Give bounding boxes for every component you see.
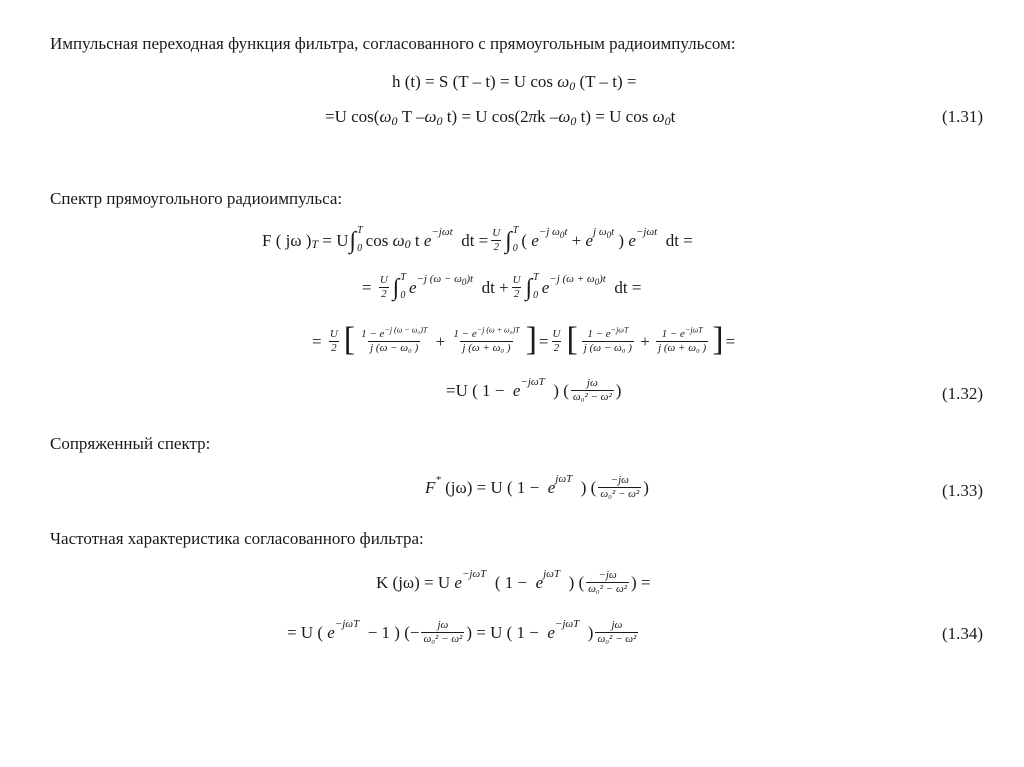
equation-number-1-31: (1.31) [942,107,984,126]
equation-1-32-line-2: = $\frac{U}{2}$ ∫ T 0 e −j $(\omega - \omega_0)t$ dt + $\frac{U}{2}$ ∫ T 0 e −j $(\omega + \omega_0)t$ dt = [362,272,642,301]
equation-1-34-line-2: = U ( e −jωT − 1 ) (− $\frac{j\omega}{\text{ω₀² − ω²}}$ ) = U ( 1 − e −jωT ) $\frac{j\omega}{\text{ω₀² − ω²}}$ [287,618,637,645]
heading-spectrum: Спектр прямоугольного радиоимпульса: [50,189,343,208]
equation-1-31-line-1: h (t) = S (T – t) = U cos ω 0 (T – t) = [392,72,637,93]
equation-1-32-line-1: F ( jω ) T = U ∫ T 0 cos ω 0 t e −jωt dt = $\frac{U}{2}$ ∫ T 0 ( e −j $\omega_0t$ + e j $\omega_0t$ ) e −jωt dt = [262,225,693,254]
equation-number-1-33: (1.33) [942,481,984,500]
equation-1-32-line-3: = $\frac{U}{2}$ [ $\frac{1 - e^{-j (\omega - \omega_0)T}}{\text{j (ω − ω₀ )}}$ + $\frac{1 - e^{-j (\omega + \omega_0)T}}{\text{j (ω + ω₀ )}}$ ] = $\frac{U}{2}$ [ $\frac{1 - e^{-j\omega T}}{\text{j (ω − ω₀ )}}$ + $\frac{1 - e^{-j\omega T}}{\text{j (ω + ω₀ )}}$ ] = [312,321,736,358]
equation-1-32-line-4: =U ( 1 − e −jωT ) ( $\frac{j\omega}{\text{ω₀² − ω²}}$ ) [446,376,622,403]
equation-number-1-32: (1.32) [942,384,984,403]
equation-number-1-34: (1.34) [942,624,984,643]
equation-1-31-line-2: =U cos( ω 0 T – ω 0 t) = U cos(2 π k – ω 0 t) = U cos ω 0 t [325,107,676,128]
heading-conjugate-spectrum: Сопряженный спектр: [50,434,211,453]
heading-impulse-response: Импульсная переходная функция фильтра, согласованного с прямоугольным радиоимпульсом: [50,34,736,53]
equation-1-33: F * (jω) = U ( 1 − e jωT ) ( $\frac{-j\omega}{\text{ω₀² − ω²}}$ ) [425,473,649,500]
equation-1-34-line-1: K (jω) = U e −jωT ( 1 − e jωT ) ( $\frac{-j\omega}{\text{ω₀² − ω²}}$ ) = [376,568,651,595]
heading-frequency-response: Частотная характеристика согласованного фильтра: [50,529,424,548]
